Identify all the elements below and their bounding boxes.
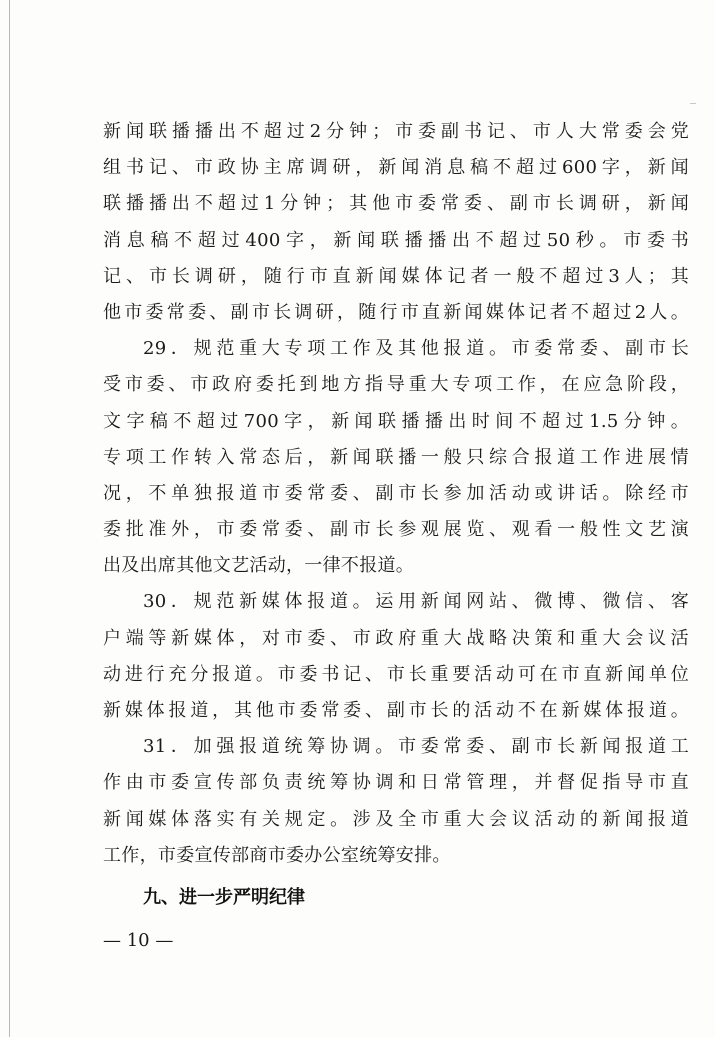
text-line-21: 工作，市委宣传部商市委办公室统筹安排。: [103, 844, 451, 866]
text-line-19: 作由市委宣传部负责统筹协调和日常管理，并督促指导市直: [103, 772, 689, 794]
text-line-1: 新闻联播播出不超过2分钟；市委副书记、市人大常委会党: [103, 121, 689, 142]
text-line-14: 30．规范新媒体报道。运用新闻网站、微博、微信、客: [143, 591, 689, 613]
text-line-13: 出及出席其他文艺活动，一律不报道。: [103, 555, 415, 577]
text-line-18: 31．加强报道统筹协调。市委常委、副市长新闻报道工: [143, 736, 689, 758]
text-line-11: 况，不单独报道市委常委、副市长参加活动或讲话。除经市: [103, 482, 689, 504]
page-edge-line: [9, 0, 10, 1037]
text-line-17: 新媒体报道，其他市委常委、副市长的活动不在新媒体报道。: [103, 700, 689, 721]
page-edge-mark: [690, 103, 696, 104]
page-number: — 10 —: [103, 930, 174, 951]
text-line-16: 动进行充分报道。市委书记、市长重要活动可在市直新闻单位: [103, 663, 689, 685]
text-line-2: 组书记、市政协主席调研，新闻消息稿不超过600字，新闻: [103, 157, 689, 179]
text-line-10: 专项工作转入常态后，新闻联播一般只综合报道工作进展情: [103, 446, 689, 468]
section-heading: 九、进一步严明纪律: [143, 887, 305, 908]
text-line-5: 记、市长调研，随行市直新闻媒体记者一般不超过3人；其: [103, 265, 689, 287]
text-line-3: 联播播出不超过1分钟；其他市委常委、副市长调研，新闻: [103, 193, 689, 215]
text-line-4: 消息稿不超过400字，新闻联播播出不超过50秒。市委书: [103, 229, 689, 251]
text-line-12: 委批准外，市委常委、副市长参观展览、观看一般性文艺演: [103, 519, 689, 541]
text-line-7: 29．规范重大专项工作及其他报道。市委常委、副市长: [143, 338, 689, 360]
text-line-6: 他市委常委、副市长调研，随行市直新闻媒体记者不超过2人。: [103, 301, 689, 323]
text-line-15: 户端等新媒体，对市委、市政府重大战略决策和重大会议活: [103, 627, 689, 649]
body-text: [103, 114, 689, 874]
text-line-8: 受市委、市政府委托到地方指导重大专项工作，在应急阶段，: [103, 374, 689, 396]
text-line-9: 文字稿不超过700字，新闻联播播出时间不超过1.5分钟。: [103, 410, 689, 432]
text-line-20: 新闻媒体落实有关规定。涉及全市重大会议活动的新闻报道: [103, 808, 689, 830]
